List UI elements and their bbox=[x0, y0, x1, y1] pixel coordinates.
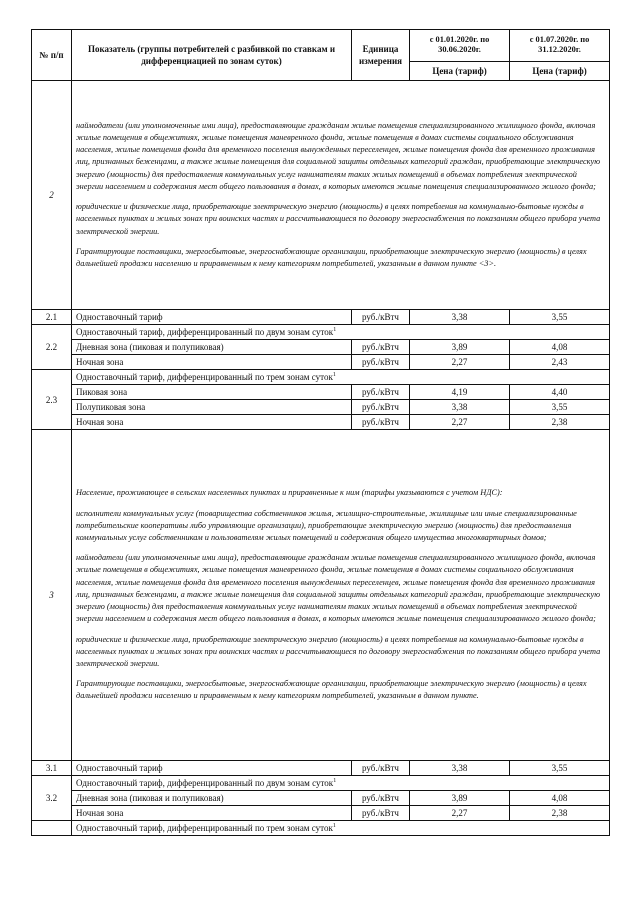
table-row bbox=[32, 806, 610, 821]
row-num: 3.2 bbox=[32, 776, 72, 821]
section-3-row bbox=[32, 430, 610, 761]
section-3-num: 3 bbox=[32, 430, 72, 761]
row-title bbox=[72, 821, 610, 836]
table-row bbox=[32, 370, 610, 385]
header-num: № п/п bbox=[32, 30, 72, 81]
table-row bbox=[32, 415, 610, 430]
row-num-empty bbox=[32, 821, 72, 836]
row-label: Ночная зона bbox=[72, 415, 352, 430]
section-2-description bbox=[72, 81, 610, 310]
row-title-text: Одноставочный тариф, дифференцированный по трем зонам суток bbox=[76, 823, 333, 833]
header-period-2: с 01.07.2020г. по 31.12.2020г. bbox=[510, 30, 610, 62]
row-unit: руб./кВтч bbox=[352, 340, 410, 355]
row-unit: руб./кВтч bbox=[352, 310, 410, 325]
header-price-1: Цена (тариф) bbox=[410, 61, 510, 80]
section-3-paragraph: Гарантирующие поставщики, энергосбытовые, энергоснабжающие организации, приобретающие электрическую энергию (мощность) в целях дальнейшей продажи населению и приравненным к нему категориям потребителей, указанным в данном пункте. bbox=[76, 679, 587, 701]
header-price-2: Цена (тариф) bbox=[510, 61, 610, 80]
row-title bbox=[72, 776, 610, 791]
row-value-2: 4,08 bbox=[510, 340, 610, 355]
row-value-1: 3,38 bbox=[410, 400, 510, 415]
row-value-2: 3,55 bbox=[510, 400, 610, 415]
row-value-2: 4,40 bbox=[510, 385, 610, 400]
row-value-1: 3,89 bbox=[410, 340, 510, 355]
section-2-num: 2 bbox=[32, 81, 72, 310]
section-2-paragraph: юридические и физические лица, приобретающие электрическую энергию (мощность) в целях потребления на коммунально-бытовые нужды в населенных пунктах и жилых зонах при воинских частях и рассчитывающиеся по договору энергоснабжения по показаниям общего прибора учета электрической энергии. bbox=[76, 202, 601, 236]
row-unit: руб./кВтч bbox=[352, 355, 410, 370]
table-row bbox=[32, 791, 610, 806]
table-row bbox=[32, 385, 610, 400]
row-value-1: 2,27 bbox=[410, 355, 510, 370]
row-value-2: 3,55 bbox=[510, 761, 610, 776]
row-value-2: 3,55 bbox=[510, 310, 610, 325]
table-row bbox=[32, 776, 610, 791]
table-row bbox=[32, 821, 610, 836]
row-value-2: 2,43 bbox=[510, 355, 610, 370]
table-row bbox=[32, 355, 610, 370]
section-2-paragraph: наймодатели (или уполномоченные ими лица), предоставляющие гражданам жилые помещения специализированного жилищного фонда, включая жилые помещения в общежитиях, жилые помещения маневренного фонда, жилые помещения в домах системы социального обслуживания населения, жилые помещения фонда для временного поселения вынужденных переселенцев, жилые помещения фонда для временного проживания лиц, признанных беженцами, а также жилые помещения для социальной защиты отдельных категорий граждан, приобретающие электрическую энергию (мощность) для предоставления коммунальных услуг нанимателям таких жилых помещений в объемах потребления электрической энергии населением и содержания мест общего пользования в домах, в которых имеются жилые помещения специализированного жилого фонда; bbox=[76, 120, 601, 191]
row-unit: руб./кВтч bbox=[352, 415, 410, 430]
footnote-mark: 1 bbox=[333, 778, 337, 784]
row-num: 2.2 bbox=[32, 325, 72, 370]
row-num: 3.1 bbox=[32, 761, 72, 776]
row-unit: руб./кВтч bbox=[352, 385, 410, 400]
row-value-1: 3,38 bbox=[410, 761, 510, 776]
header-unit: Единица измерения bbox=[352, 30, 410, 81]
row-unit: руб./кВтч bbox=[352, 806, 410, 821]
row-label: Ночная зона bbox=[72, 355, 352, 370]
row-label: Одноставочный тариф bbox=[72, 761, 352, 776]
row-label: Дневная зона (пиковая и полупиковая) bbox=[72, 340, 352, 355]
row-value-2: 4,08 bbox=[510, 791, 610, 806]
section-3-description bbox=[72, 430, 610, 761]
section-3-paragraph: юридические и физические лица, приобретающие электрическую энергию (мощность) в целях потребления на коммунально-бытовые нужды в населенных пунктах и жилых зонах при воинских частях и рассчитывающиеся по договору энергоснабжения по показаниям общего прибора учета электрической энергии. bbox=[76, 634, 601, 668]
row-label: Пиковая зона bbox=[72, 385, 352, 400]
table-header-row bbox=[32, 30, 610, 62]
table-row bbox=[32, 340, 610, 355]
row-label: Дневная зона (пиковая и полупиковая) bbox=[72, 791, 352, 806]
table-row bbox=[32, 325, 610, 340]
footnote-mark: 1 bbox=[332, 823, 336, 829]
row-unit: руб./кВтч bbox=[352, 761, 410, 776]
row-label: Полупиковая зона bbox=[72, 400, 352, 415]
tariff-table bbox=[31, 29, 610, 836]
row-value-2: 2,38 bbox=[510, 806, 610, 821]
section-2-row bbox=[32, 81, 610, 310]
row-value-1: 2,27 bbox=[410, 806, 510, 821]
row-value-1: 2,27 bbox=[410, 415, 510, 430]
table-row bbox=[32, 310, 610, 325]
section-2-paragraph: Гарантирующие поставщики, энергосбытовые, энергоснабжающие организации, приобретающие электрическую энергию (мощность) в целях дальнейшей продажи населению и приравненным к нему категориям потребителей, указанным в данном пункте <3>. bbox=[76, 246, 587, 268]
row-num: 2.3 bbox=[32, 370, 72, 430]
table-row bbox=[32, 400, 610, 415]
header-indicator: Показатель (группы потребителей с разбивкой по ставкам и дифференциацией по зонам суток) bbox=[72, 30, 352, 81]
table-row bbox=[32, 761, 610, 776]
row-title-text: Одноставочный тариф, дифференцированный по двум зонам суток bbox=[76, 327, 334, 337]
row-value-1: 3,89 bbox=[410, 791, 510, 806]
footnote-mark: 1 bbox=[332, 372, 336, 378]
row-title bbox=[72, 370, 610, 385]
row-value-1: 3,38 bbox=[410, 310, 510, 325]
section-3-paragraph: Население, проживающее в сельских населенных пунктах и приравненные к ним (тарифы указываются с учетом НДС): bbox=[76, 488, 503, 498]
row-title-text: Одноставочный тариф, дифференцированный по двум зонам суток bbox=[76, 778, 334, 788]
row-unit: руб./кВтч bbox=[352, 400, 410, 415]
section-3-paragraph: исполнители коммунальных услуг (товарищества собственников жилья, жилищно-строительные, жилищные или иные специализированные потребительские кооперативы либо управляющие организации), приобретающие электрическую энергию (мощность) для предоставления коммунальных услуг собственникам и пользователям жилых помещений и содержания общего имущества многоквартирных домов; bbox=[76, 508, 577, 543]
section-3-paragraph: наймодатели (или уполномоченные ими лица), предоставляющие гражданам жилые помещения специализированного жилищного фонда, включая жилые помещения в общежитиях, жилые помещения маневренного фонда, жилые помещения в домах системы социального обслуживания населения, жилые помещения фонда для временного поселения вынужденных переселенцев, жилые помещения фонда для временного проживания лиц, признанных беженцами, а также жилые помещения для социальной защиты отдельных категорий граждан, приобретающие электрическую энергию (мощность) для предоставления коммунальных услуг нанимателям таких жилых помещений в объемах потребления электрической энергии населением и содержания мест общего пользования в домах, в которых имеются жилые помещения специализированного жилого фонда; bbox=[76, 553, 601, 624]
row-title-text: Одноставочный тариф, дифференцированный по трем зонам суток bbox=[76, 372, 333, 382]
header-period-1: с 01.01.2020г. по 30.06.2020г. bbox=[410, 30, 510, 62]
row-title bbox=[72, 325, 610, 340]
row-label: Одноставочный тариф bbox=[72, 310, 352, 325]
row-label: Ночная зона bbox=[72, 806, 352, 821]
row-value-1: 4,19 bbox=[410, 385, 510, 400]
row-value-2: 2,38 bbox=[510, 415, 610, 430]
row-unit: руб./кВтч bbox=[352, 791, 410, 806]
row-num: 2.1 bbox=[32, 310, 72, 325]
footnote-mark: 1 bbox=[333, 327, 337, 333]
